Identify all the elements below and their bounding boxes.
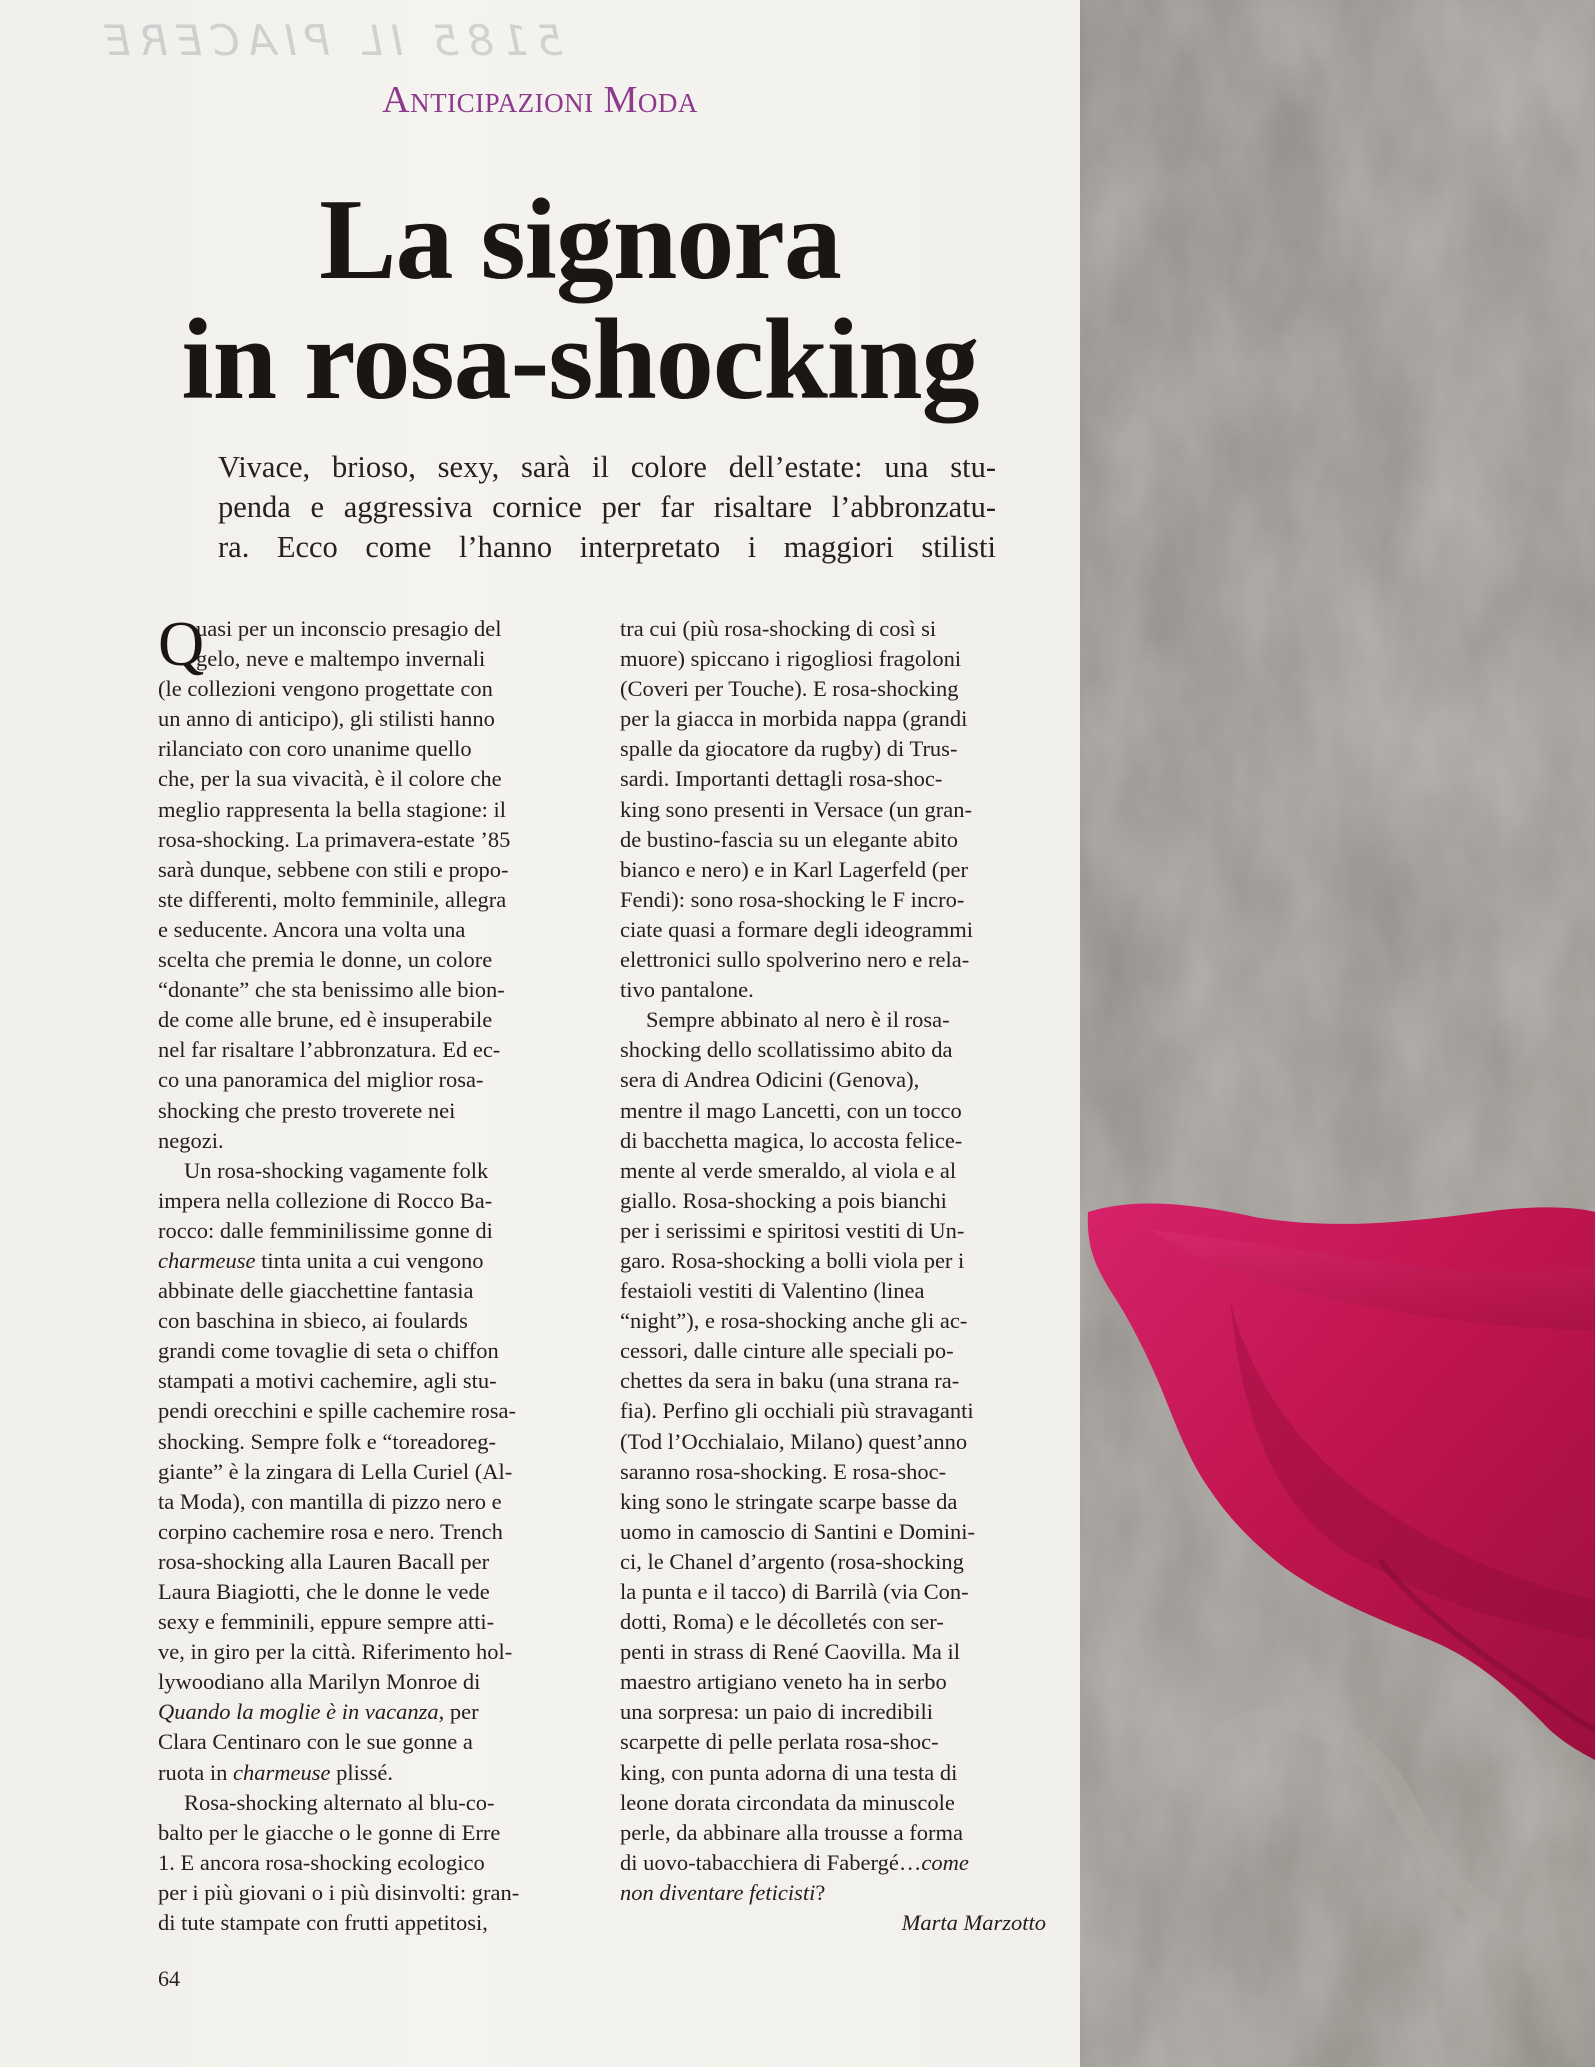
- text-line: garo. Rosa-shocking a bolli viola per i: [620, 1247, 965, 1273]
- film-title: Quando la moglie è in vacanza: [158, 1699, 439, 1725]
- text-line: abbinate delle giacchettine fantasia: [158, 1278, 474, 1304]
- text-line: maestro artigiano veneto ha in serbo: [620, 1669, 947, 1695]
- text-line: tivo pantalone.: [620, 977, 754, 1003]
- italic-term: charmeuse: [158, 1247, 256, 1273]
- subtitle-line-3: ra. Ecco come l’hanno interpretato i maggiori stilisti: [218, 530, 996, 564]
- text-line: mentre il mago Lancetti, con un tocco: [620, 1097, 962, 1123]
- text-line: per i serissimi e spiritosi vestiti di Un-: [620, 1217, 965, 1243]
- text-fragment: plissé.: [330, 1759, 393, 1785]
- pencil-annotation: 5185 IL PIACERE: [96, 16, 564, 65]
- text-line: Un rosa-shocking vagamente folk: [184, 1157, 489, 1183]
- text-line: sera di Andrea Odicini (Genova),: [620, 1067, 920, 1093]
- stone-and-fabric-image: [1080, 0, 1595, 2067]
- text-line: (Coveri per Touche). E rosa-shocking: [620, 676, 959, 702]
- text-line: ciate quasi a formare degli ideogrammi: [620, 916, 973, 942]
- text-line: la punta e il tacco) di Barrilà (via Con-: [620, 1579, 969, 1604]
- italic-phrase: come: [921, 1849, 969, 1875]
- text-line: ta Moda), con mantilla di pizzo nero e: [158, 1488, 502, 1514]
- text-line: [158, 1246, 590, 1276]
- text-line: Laura Biagiotti, che le donne le vede: [158, 1579, 490, 1604]
- text-line: impera nella collezione di Rocco Ba-: [158, 1187, 493, 1213]
- dropcap-block: [158, 608, 590, 679]
- text-line: balto per le giacche o le gonne di Erre: [158, 1819, 501, 1845]
- text-line: ve, in giro per la città. Riferimento hol-: [158, 1639, 513, 1665]
- text-line: penti in strass di René Caovilla. Ma il: [620, 1639, 960, 1665]
- text-line: saranno rosa-shocking. E rosa-shoc-: [620, 1458, 947, 1484]
- text-line: mente al verde smeraldo, al viola e al: [620, 1157, 957, 1183]
- text-line: 1. E ancora rosa-shocking ecologico: [158, 1849, 485, 1875]
- text-line: perle, da abbinare alla trousse a forma: [620, 1819, 963, 1845]
- stone-grain: [1080, 0, 1595, 2067]
- text-line: scelta che premia le donne, un colore: [158, 947, 493, 973]
- text-line: (Tod l’Occhialaio, Milano) quest’anno: [620, 1428, 968, 1454]
- text-line: stampati a motivi cachemire, agli stu-: [158, 1368, 497, 1394]
- italic-term: charmeuse: [232, 1759, 331, 1785]
- text-line: uasi per un inconscio presagio del: [196, 616, 502, 641]
- text-line: gelo, neve e maltempo invernali: [196, 646, 486, 672]
- text-line: un anno di anticipo), gli stilisti hanno: [158, 706, 495, 732]
- subtitle: [218, 447, 996, 567]
- text-line: di tute stampate con frutti appetitosi,: [158, 1910, 488, 1936]
- text-line: per i più giovani o i più disinvolti: gran-: [158, 1879, 520, 1905]
- author-signature: Marta Marzotto: [901, 1910, 1046, 1936]
- text-line: fia). Perfino gli occhiali più stravaganti: [620, 1398, 974, 1424]
- headline: [140, 176, 1020, 424]
- text-line: giallo. Rosa-shocking a pois bianchi: [620, 1187, 947, 1213]
- text-line: festaioli vestiti di Valentino (linea: [620, 1278, 925, 1304]
- headline-line-2: in rosa-shocking: [181, 296, 979, 424]
- text-line: co una panoramica del miglior rosa-: [158, 1067, 484, 1093]
- text-line: muore) spiccano i rigogliosi fragoloni: [620, 646, 962, 672]
- dropcap: Q: [158, 608, 205, 679]
- text-line: elettronici sullo spolverino nero e rela-: [620, 947, 970, 973]
- text-line: meglio rappresenta la bella stagione: il: [158, 796, 507, 822]
- fashion-photo: [1080, 0, 1595, 2067]
- text-fragment: di uovo-tabacchiera di Fabergé…: [620, 1849, 922, 1875]
- text-line: rocco: dalle femminilissime gonne di: [158, 1217, 493, 1243]
- text-line: sardi. Importanti dettagli rosa-shoc-: [620, 766, 943, 792]
- text-line: giante” è la zingara di Lella Curiel (Al-: [158, 1458, 513, 1484]
- text-line: scarpette di pelle perlata rosa-shoc-: [620, 1729, 939, 1755]
- text-line: per la giacca in morbida nappa (grandi: [620, 706, 968, 732]
- text-line: rosa-shocking alla Lauren Bacall per: [158, 1548, 490, 1574]
- page-number: 64: [158, 1966, 180, 1991]
- text-line: uomo in camoscio di Santini e Domini-: [620, 1518, 975, 1544]
- text-line: cessori, dalle cinture alle speciali po-: [620, 1338, 954, 1364]
- text-fragment: , per: [438, 1699, 479, 1725]
- text-line: di bacchetta magica, lo accosta felice-: [620, 1127, 963, 1153]
- text-line: king, con punta adorna di una testa di: [620, 1759, 958, 1785]
- text-line: rilanciato con coro unanime quello: [158, 736, 472, 762]
- text-line: Fendi): sono rosa-shocking le F incro-: [620, 886, 965, 912]
- text-line: e seducente. Ancora una volta una: [158, 916, 466, 942]
- italic-phrase: non diventare feticisti: [620, 1879, 816, 1905]
- text-line: [620, 1848, 1050, 1878]
- text-line: ci, le Chanel d’argento (rosa-shocking: [620, 1548, 964, 1574]
- text-line: corpino cachemire rosa e nero. Trench: [158, 1518, 503, 1544]
- text-fragment: ?: [815, 1879, 826, 1905]
- text-fragment: tinta unita a cui vengono: [255, 1247, 484, 1273]
- text-line: rosa-shocking. La primavera-estate ’85: [158, 826, 511, 852]
- text-line: con baschina in sbieco, ai foulards: [158, 1308, 468, 1334]
- text-line: (le collezioni vengono progettate con: [158, 676, 493, 702]
- text-line: “donante” che sta benissimo alle bion-: [158, 977, 505, 1003]
- text-line: shocking. Sempre folk e “toreadoreg-: [158, 1428, 497, 1454]
- text-line: [158, 1697, 590, 1727]
- text-line: spalle da giocatore da rugby) di Trus-: [620, 736, 958, 762]
- text-line: de bustino-fascia su un elegante abito: [620, 826, 959, 852]
- article-column-1: [158, 608, 590, 1938]
- text-line: ste differenti, molto femminile, allegra: [158, 886, 507, 912]
- text-line: Rosa-shocking alternato al blu-co-: [184, 1789, 495, 1815]
- text-line: dotti, Roma) e le décolletés con ser-: [620, 1609, 944, 1635]
- text-line: de come alle brune, ed è insuperabile: [158, 1007, 493, 1033]
- text-line: chettes da sera in baku (una strana ra-: [620, 1368, 960, 1394]
- text-line: Sempre abbinato al nero è il rosa-: [646, 1007, 950, 1033]
- text-fragment: ruota in: [158, 1759, 233, 1785]
- text-line: [158, 1758, 590, 1788]
- text-line: pendi orecchini e spille cachemire rosa-: [158, 1398, 516, 1424]
- subtitle-line-1: Vivace, brioso, sexy, sarà il colore dell’estate: una stu-: [218, 450, 996, 484]
- headline-line-1: La signora: [319, 176, 841, 304]
- article-column-2: [620, 614, 1050, 1938]
- text-line: tra cui (più rosa-shocking di così si: [620, 616, 937, 641]
- subtitle-line-2: penda e aggressiva cornice per far risaltare l’abbronzatu-: [218, 490, 996, 524]
- text-line: nel far risaltare l’abbronzatura. Ed ec-: [158, 1037, 501, 1063]
- text-line: “night”), e rosa-shocking anche gli ac-: [620, 1308, 968, 1334]
- text-line: lywoodiano alla Marilyn Monroe di: [158, 1669, 481, 1695]
- text-line: sexy e femminili, eppure sempre atti-: [158, 1609, 495, 1635]
- text-line: bianco e nero) e in Karl Lagerfeld (per: [620, 856, 968, 882]
- text-line: king sono le stringate scarpe basse da: [620, 1488, 958, 1514]
- text-line: Clara Centinaro con le sue gonne a: [158, 1729, 473, 1755]
- text-line: che, per la sua vivacità, è il colore che: [158, 766, 502, 792]
- section-label: Anticipazioni Moda: [382, 79, 698, 121]
- text-line: shocking che presto troverete nei: [158, 1097, 456, 1123]
- text-line: sarà dunque, sebbene con stili e propo-: [158, 856, 509, 882]
- text-line: king sono presenti in Versace (un gran-: [620, 796, 972, 822]
- text-line: shocking dello scollatissimo abito da: [620, 1037, 953, 1063]
- text-line: negozi.: [158, 1127, 224, 1153]
- text-line: [620, 1878, 1050, 1908]
- text-line: leone dorata circondata da minuscole: [620, 1789, 955, 1815]
- text-line: una sorpresa: un paio di incredibili: [620, 1699, 934, 1725]
- text-line: grandi come tovaglie di seta o chiffon: [158, 1338, 499, 1364]
